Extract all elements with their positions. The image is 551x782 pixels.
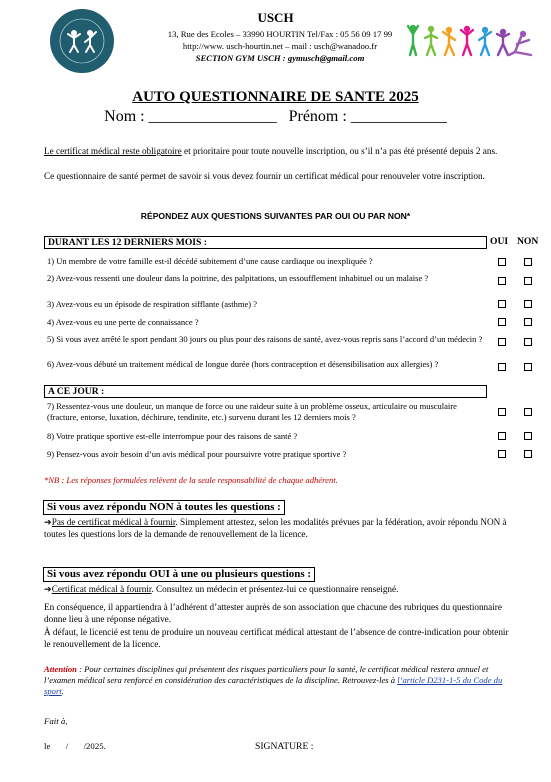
- q9-non-checkbox[interactable]: [524, 450, 532, 458]
- q6-non-checkbox[interactable]: [524, 363, 532, 371]
- q4-oui-checkbox[interactable]: [498, 318, 506, 326]
- question-6: 6) Avez-vous débuté un traitement médical de longue durée (hors contraception et désensibilisation aux allergies) ?: [47, 359, 439, 369]
- q2-non-checkbox[interactable]: [524, 277, 532, 285]
- q3-oui-checkbox[interactable]: [498, 300, 506, 308]
- arrow-icon: ➔: [44, 584, 52, 594]
- no-certificate-text: Pas de certificat médical à fournir: [51, 517, 176, 527]
- intro-p1-rest: et prioritaire pour toute nouvelle inscription, ou s’il n’a pas été présenté depuis 2 ans.: [181, 146, 498, 156]
- q3-non-checkbox[interactable]: [524, 300, 532, 308]
- q8-non-checkbox[interactable]: [524, 432, 532, 440]
- q5-oui-checkbox[interactable]: [498, 338, 506, 346]
- question-9: 9) Pensez-vous avoir besoin d’un avis médical pour poursuivre votre pratique sportive ?: [47, 449, 347, 459]
- q1-oui-checkbox[interactable]: [498, 258, 506, 266]
- q7-oui-checkbox[interactable]: [498, 408, 506, 416]
- if-no-rest: . Simplement attestez, selon les modalités prévues par la fédération, avoir répondu NON à toutes les questions lors de la demande de renouvellement de la licence.: [44, 517, 507, 539]
- q7-non-checkbox[interactable]: [524, 408, 532, 416]
- intro-paragraph-2: Ce questionnaire de santé permet de savoir si vous devez fournir un certificat médical pour renouveler votre inscription.: [44, 171, 485, 181]
- attention-note: [44, 664, 514, 697]
- consequence-paragraph: En conséquence, il appartiendra à l’adhérent d’attester auprès de son association que chacune des rubriques du questionnaire donne lieu à une réponse négative.: [44, 602, 502, 624]
- intro-paragraph-1: [44, 146, 512, 158]
- club-address: 13, Rue des Ecoles – 33990 HOURTIN Tel/Fax : 05 56 09 17 99: [167, 29, 393, 39]
- fait-a-label: Fait à,: [44, 716, 68, 726]
- column-oui-header: OUI: [490, 236, 509, 247]
- q2-oui-checkbox[interactable]: [498, 277, 506, 285]
- q4-non-checkbox[interactable]: [524, 318, 532, 326]
- certificate-required-link-text: Certificat médical à fournir: [51, 584, 152, 594]
- column-non-header: NON: [517, 236, 539, 247]
- q5-non-checkbox[interactable]: [524, 338, 532, 346]
- section-today-header: A CE JOUR :: [44, 385, 487, 398]
- q1-non-checkbox[interactable]: [524, 258, 532, 266]
- club-web-mail: http://www. usch-hourtin.net – mail : usch@wanadoo.fr: [182, 41, 378, 51]
- if-no-paragraph: [44, 517, 514, 540]
- if-no-title: Si vous avez répondu NON à toutes les questions :: [43, 500, 285, 515]
- question-8: 8) Votre pratique sportive est-elle interrompue pour des raisons de santé ?: [47, 431, 298, 441]
- club-section: SECTION GYM USCH : gymusch@gmail.com: [195, 53, 365, 63]
- question-3: 3) Avez-vous eu un épisode de respiration sifflante (asthme) ?: [47, 299, 257, 309]
- date-line: le / /2025.: [44, 741, 106, 751]
- name-fields-line: Nom : ________________ Prénom : ____________: [104, 108, 447, 125]
- question-1: 1) Un membre de votre famille est-il décédé subitement d’une cause cardiaque ou inexpliquée ?: [47, 256, 373, 266]
- q9-oui-checkbox[interactable]: [498, 450, 506, 458]
- default-paragraph: À défaut, le licencié est tenu de produire un nouveau certificat médical attestant de l’absence de contre-indication pour obtenir le renouvellement de la licence.: [44, 627, 509, 649]
- attention-text: : Pour certaines disciplines qui présentent des risques particuliers pour la santé, le certificat médical restera annuel et l’examen médical sera renforcé en considération des caractéristiques de la discipline. Retrouvez-les à: [44, 664, 489, 685]
- form-title: AUTO QUESTIONNAIRE DE SANTE 2025: [132, 89, 419, 105]
- code-du-sport-link[interactable]: l’article D231-1-5 du Code du sport: [44, 675, 503, 696]
- gymnast-figures-image: [405, 22, 535, 58]
- q6-oui-checkbox[interactable]: [498, 363, 506, 371]
- attention-end: .: [61, 686, 64, 696]
- answer-instruction: RÉPONDEZ AUX QUESTIONS SUIVANTES PAR OUI OU PAR NON*: [140, 211, 411, 221]
- nb-note: *NB : Les réponses formulées relèvent de la seule responsabilité de chaque adhérent.: [44, 475, 338, 485]
- question-7: 7) Ressentez-vous une douleur, un manque de force ou une raideur suite à un problème osseux, articulaire ou musculaire (fracture, entorse, luxation, déchirure, tendinite, etc.) survenu durant les 12 derniers mois ?: [47, 401, 457, 422]
- arrow-icon: ➔: [44, 517, 52, 527]
- attention-label: Attention: [44, 664, 77, 674]
- question-2: 2) Avez-vous ressenti une douleur dans la poitrine, des palpitations, un essoufflement inhabituel ou un malaise ?: [47, 273, 429, 283]
- if-yes-rest: . Consultez un médecin et présentez-lui ce questionnaire renseigné.: [151, 584, 399, 594]
- club-name: USCH: [257, 10, 294, 25]
- section-last-12-months-header: DURANT LES 12 DERNIERS MOIS :: [44, 236, 487, 249]
- signature-label: SIGNATURE :: [255, 741, 314, 752]
- certificate-required-text: Le certificat médical reste obligatoire: [44, 146, 182, 156]
- q8-oui-checkbox[interactable]: [498, 432, 506, 440]
- if-yes-title: Si vous avez répondu OUI à une ou plusieurs questions :: [43, 567, 315, 582]
- question-4: 4) Avez-vous eu une perte de connaissance ?: [47, 317, 199, 327]
- question-5: 5) Si vous avez arrêté le sport pendant 30 jours ou plus pour des raisons de santé, avez-vous repris sans l’accord d’un médecin ?: [47, 334, 483, 344]
- if-yes-paragraph: [44, 584, 514, 596]
